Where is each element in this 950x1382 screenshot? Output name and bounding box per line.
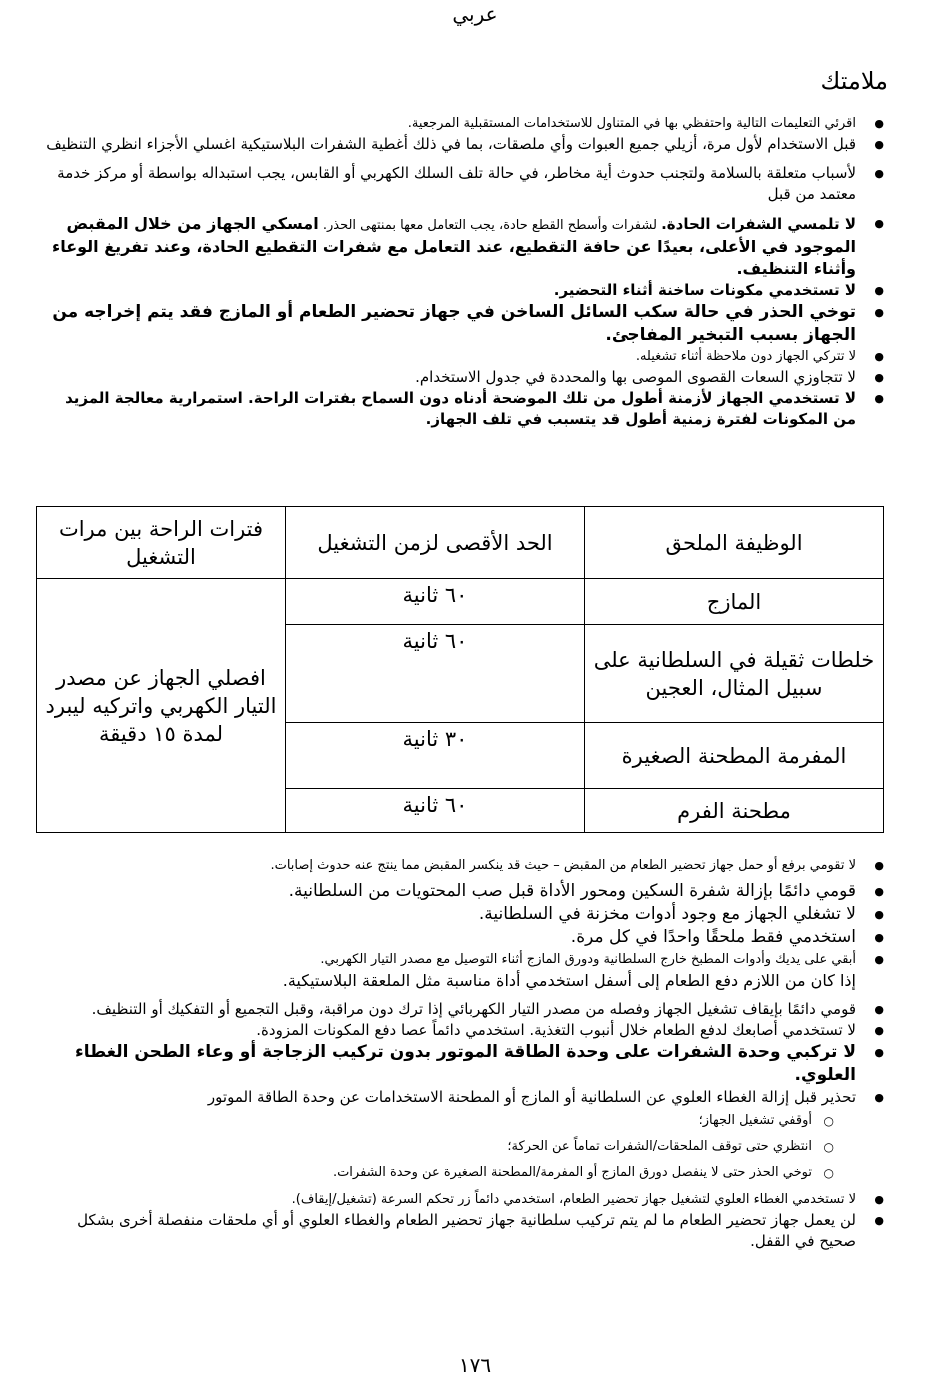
cell-max-time: ٦٠ ثانية xyxy=(286,579,585,625)
usage-table xyxy=(36,506,884,833)
safety-list-bottom xyxy=(40,856,888,1252)
list-item: ● لا تركبي وحدة الشفرات على وحدة الطاقة الموتور بدون تركيب الزجاجة أو وعاء الطحن الغطاء العلوي. xyxy=(40,1041,888,1087)
warning-middle: لشفرات وأسطح القطع حادة، يجب التعامل معها بمنتهى الحذر. xyxy=(318,218,662,233)
list-item: ● لا تتجاوزي السعات القصوى الموصى بها والمحددة في جدول الاستخدام. xyxy=(40,367,888,388)
warning-lead: لا تلمسي الشفرات الحادة. xyxy=(661,215,856,233)
sub-list-item: ○ توخي الحذر حتى لا ينفصل دورق المازج أو المفرمة/المطحنة الصغيرة عن وحدة الشفرات. xyxy=(40,1160,856,1186)
list-item: ● قومي دائمًا بإزالة شفرة السكين ومحور الأداة قبل صب المحتويات من السلطانية. xyxy=(40,880,888,903)
list-item: ● اقرئي التعليمات التالية واحتفظي بها في المتناول للاستخدامات المستقبلية المرجعية. xyxy=(40,114,888,134)
list-item: ● لا تشغلي الجهاز مع وجود أدوات مخزنة في السلطانية. xyxy=(40,903,888,926)
table-row xyxy=(37,579,884,625)
header-rest-period: فترات الراحة بين مرات التشغيل xyxy=(37,507,286,579)
cell-function: خلطات ثقيلة في السلطانية على سبيل المثال، العجين xyxy=(585,625,884,723)
section-title: ملامتك xyxy=(820,67,888,95)
cell-function: المازج xyxy=(585,579,884,625)
list-item: ● قومي دائمًا بإيقاف تشغيل الجهاز وفصله من مصدر التيار الكهربائي إذا ترك دون مراقبة، وقبل التجميع أو التفكيك أو التنظيف. xyxy=(40,999,888,1020)
list-item: ● لا تقومي برفع أو حمل جهاز تحضير الطعام من المقبض – حيث قد ينكسر المقبض مما ينتج عنه حدوث إصابات. xyxy=(40,856,888,876)
cell-max-time: ٦٠ ثانية xyxy=(286,625,585,723)
table-header-row xyxy=(37,507,884,579)
hands-warning-line: ● أبقي على يديك وأدوات المطبخ خارج السلطانية ودورق المازج أثناء التوصيل مع مصدر التيار الكهربي. xyxy=(320,952,856,967)
cell-max-time: ٦٠ ثانية xyxy=(286,789,585,833)
pusher-tip-line: إذا كان من اللازم دفع الطعام إلى أسفل استخدمي أداة مناسبة مثل الملعقة البلاستيكية. xyxy=(282,971,856,990)
list-item: ● لا تستخدمي الغطاء العلوي لتشغيل جهاز تحضير الطعام، استخدمي دائماً زر تحكم السرعة (تشغيل/إيقاف). xyxy=(40,1190,888,1210)
list-item xyxy=(40,1087,888,1186)
list-item: ● لا تستخدمي الجهاز لأزمنة أطول من تلك الموضحة أدناه دون السماح بفترات الراحة. استمرارية معالجة المزيد من المكونات لفترة زمنية أطول قد يتسبب في تلف الجهاز. xyxy=(40,388,888,430)
sub-list-item: ○ أوقفي تشغيل الجهاز؛ xyxy=(40,1108,856,1134)
page-number: ١٧٦ xyxy=(458,1353,492,1377)
header-max-time: الحد الأقصى لزمن التشغيل xyxy=(286,507,585,579)
cell-max-time: ٣٠ ثانية xyxy=(286,723,585,789)
list-item: ● لأسباب متعلقة بالسلامة ولتجنب حدوث أية مخاطر، في حالة تلف السلك الكهربي أو القابس، يجب استبداله بواسطة أو مركز خدمة معتمد من قبل xyxy=(40,163,888,205)
list-item: ● لا تستخدمي أصابعك لدفع الطعام خلال أنبوب التغذية. استخدمي دائماً عصا دفع المكونات المزودة. xyxy=(40,1020,888,1041)
list-item: ● لا تستخدمي مكونات ساخنة أثناء التحضير. xyxy=(40,280,888,301)
cell-function: المفرمة المطحنة الصغيرة xyxy=(585,723,884,789)
warning-tail: امسكي الجهاز من خلال المقبض الموجود في الأعلى، بعيدًا عن حافة التقطيع، عند التعامل مع شفرات التقطيع الحادة، وعند تفريغ الوعاء وأثناء التنظيف. xyxy=(52,214,856,278)
list-item: ● استخدمي فقط ملحقًا واحدًا في كل مرة. xyxy=(40,926,888,949)
list-item: ● قبل الاستخدام لأول مرة، أزيلي جميع العبوات وأي ملصقات، بما في ذلك أغطية الشفرات البلاستيكية اغسلي الأجزاء انظري التنظيف xyxy=(40,134,888,155)
language-header: عربي xyxy=(452,2,498,26)
list-item xyxy=(40,949,888,991)
list-item: ● لن يعمل جهاز تحضير الطعام ما لم يتم تركيب سلطانية جهاز تحضير الطعام والغطاء العلوي أو أي ملحقات منفصلة أخرى بشكل صحيح في القفل. xyxy=(40,1210,888,1252)
list-item: ● لا تتركي الجهاز دون ملاحظة أثناء تشغيله. xyxy=(40,347,888,367)
lid-removal-steps xyxy=(40,1108,856,1186)
lid-removal-warning: تحذير قبل إزالة الغطاء العلوي عن السلطانية أو المازج أو المطحنة الاستخدامات عن وحدة الطاقة الموتور xyxy=(207,1088,856,1106)
safety-list-top xyxy=(40,114,888,430)
header-function: الوظيفة الملحق xyxy=(585,507,884,579)
list-item: ● توخي الحذر في حالة سكب السائل الساخن في جهاز تحضير الطعام أو المازج فقد يتم إخراجه من الجهاز بسبب التبخير المفاجئ. xyxy=(40,301,888,347)
cell-function: مطحنة الفرم xyxy=(585,789,884,833)
cell-rest-period: افصلي الجهاز عن مصدر التيار الكهربي واتركيه ليبرد لمدة ١٥ دقيقة xyxy=(37,579,286,833)
list-item xyxy=(40,213,888,280)
sub-list-item: ○ انتظري حتى توقف الملحقات/الشفرات تماماً عن الحركة؛ xyxy=(40,1134,856,1160)
